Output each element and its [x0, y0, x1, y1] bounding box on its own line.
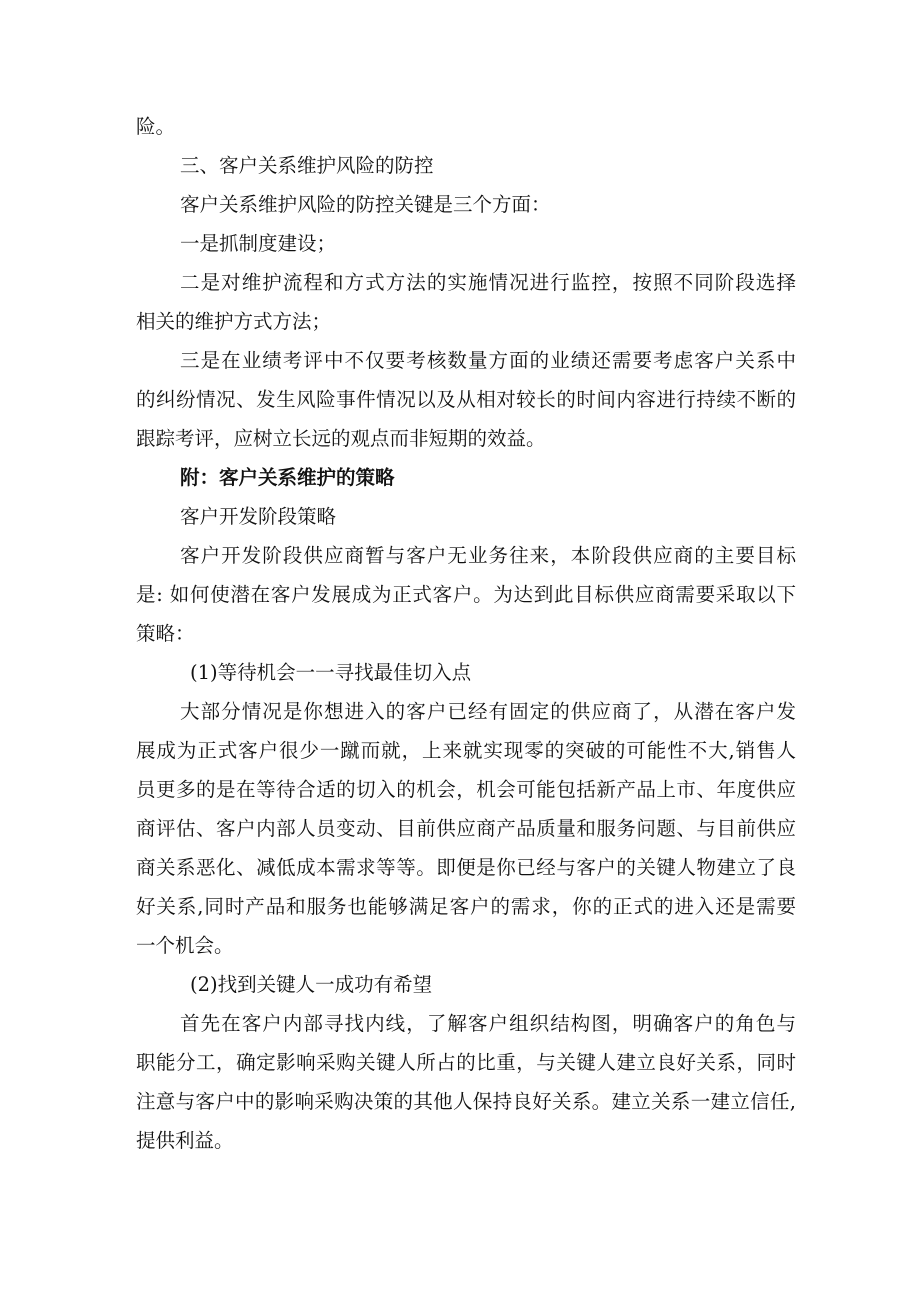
text-line: 跟踪考评，应树立长远的观点而非短期的效益。	[136, 427, 546, 450]
text-line: 一是抓制度建设；	[180, 232, 337, 255]
text-line: 展成为正式客户很少一蹴而就，上来就实现零的突破的可能性不大,销售人	[136, 739, 796, 762]
text-line: 客户关系维护风险的防控关键是三个方面：	[180, 193, 551, 216]
text-line: 一个机会。	[136, 934, 234, 957]
text-line: 商评估、客户内部人员变动、目前供应商产品质量和服务问题、与目前供应	[136, 817, 796, 840]
text-line: 首先在客户内部寻找内线，了解客户组织结构图，明确客户的角色与	[180, 1012, 796, 1035]
strategy-heading: (1)等待机会一一寻找最佳切入点	[190, 661, 472, 684]
text-line: 大部分情况是你想进入的客户已经有固定的供应商了，从潜在客户发	[180, 700, 796, 723]
text-line: 策略：	[136, 622, 195, 645]
text-line: 相关的维护方式方法；	[136, 310, 332, 333]
text-line: 职能分工，确定影响采购关键人所占的比重，与关键人建立良好关系，同时	[136, 1051, 796, 1074]
text-line: 三是在业绩考评中不仅要考核数量方面的业绩还需要考虑客户关系中	[180, 349, 796, 372]
text-line: 商关系恶化、减低成本需求等等。即便是你已经与客户的关键人物建立了良	[136, 856, 796, 879]
strategy-heading: (2)找到关键人一成功有希望	[190, 973, 433, 996]
subsection-heading: 客户开发阶段策略	[180, 505, 337, 528]
text-line: 的纠纷情况、发生风险事件情况以及从相对较长的时间内容进行持续不断的	[136, 388, 796, 411]
text-line: 二是对维护流程和方式方法的实施情况进行监控，按照不同阶段选择	[180, 271, 796, 294]
text-line: 是: 如何使潜在客户发展成为正式客户。为达到此目标供应商需要采取以下	[136, 583, 796, 606]
text-line: 员更多的是在等待合适的切入的机会，机会可能包括新产品上市、年度供应	[136, 778, 796, 801]
text-line: 好关系,同时产品和服务也能够满足客户的需求，你的正式的进入还是需要	[136, 895, 796, 918]
text-line: 险。	[136, 115, 176, 138]
appendix-heading: 附：客户关系维护的策略	[180, 466, 395, 489]
text-line: 注意与客户中的影响采购决策的其他人保持良好关系。建立关系一建立信任,	[136, 1090, 796, 1113]
text-line: 客户开发阶段供应商暂与客户无业务往来，本阶段供应商的主要目标	[180, 544, 796, 567]
text-line: 提供利益。	[136, 1129, 234, 1152]
section-heading: 三、客户关系维护风险的防控	[180, 154, 434, 177]
